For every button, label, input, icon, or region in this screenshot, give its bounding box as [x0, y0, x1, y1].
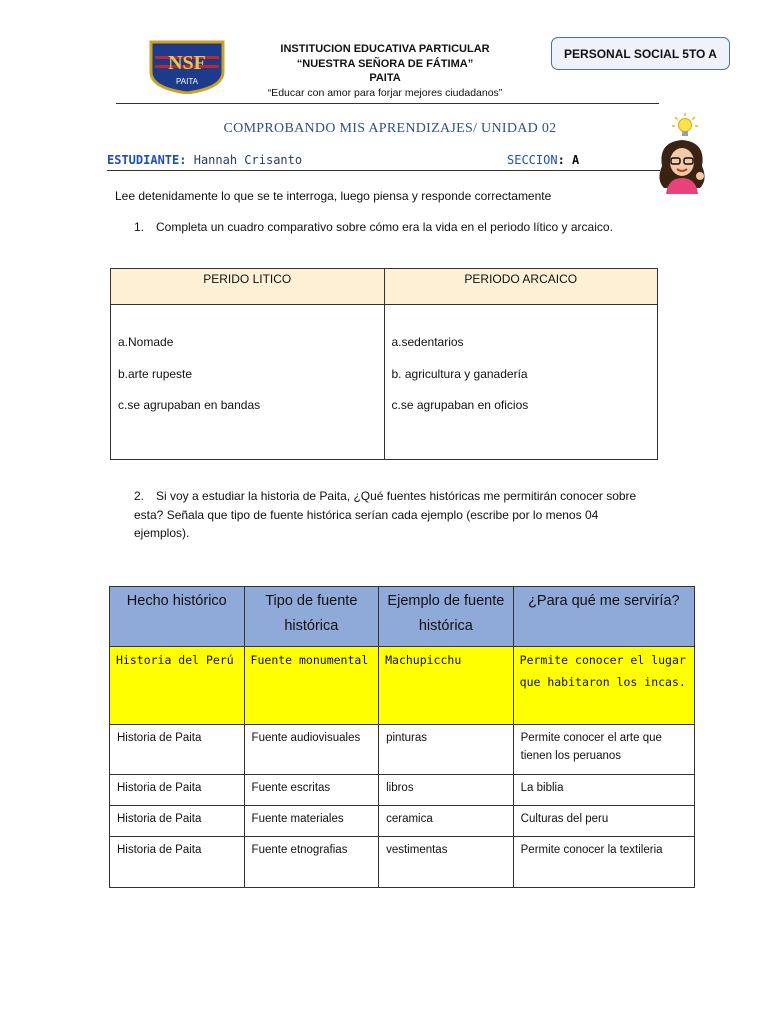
teacher-avatar — [652, 136, 712, 194]
table2-cell: ceramica — [379, 806, 514, 837]
section-label: SECCION — [507, 153, 558, 167]
table1-item: a.sedentarios — [391, 335, 464, 349]
header-divider — [116, 103, 659, 104]
table-row — [110, 837, 695, 888]
table2-cell: Historia del Perú — [110, 647, 245, 725]
student-name: Hannah Crisanto — [193, 153, 303, 167]
table2-cell: Fuente materiales — [244, 806, 379, 837]
table2-cell: Historia de Paita — [110, 837, 245, 888]
table2-cell: Fuente audiovisuales — [244, 725, 379, 775]
question-2 — [134, 487, 654, 543]
table2-cell: Culturas del peru — [513, 806, 694, 837]
question-1 — [134, 218, 634, 237]
table-row — [110, 775, 695, 806]
table2-cell: Fuente etnografias — [244, 837, 379, 888]
institution-line2: “NUESTRA SEÑORA DE FÁTIMA” — [296, 57, 474, 70]
table2-cell: Permite conocer el arte que tienen los peruanos — [513, 725, 694, 775]
table1-header-arcaico: PERIODO ARCAICO — [384, 269, 658, 305]
table2-header: Tipo de fuente histórica — [244, 587, 379, 647]
table2-cell: Permite conocer la textileria — [513, 837, 694, 888]
table2-cell: Fuente escritas — [244, 775, 379, 806]
table1-item: b.arte rupeste — [118, 366, 193, 381]
table1-item: c.se agrupaban en bandas — [118, 398, 261, 412]
motto: “Educar con amor para forjar mejores ciudadanos” — [267, 86, 503, 99]
question-1-text: Completa un cuadro comparativo sobre cómo era la vida en el periodo lítico y arcaico. — [156, 220, 613, 234]
table2-cell: Fuente monumental — [244, 647, 379, 725]
student-divider — [107, 170, 660, 171]
question-2-text: Si voy a estudiar la historia de Paita, ¿Qué fuentes históricas me permitirán conocer sobre esta? Señala que tipo de fuente histórica serían cada ejemplo (escribe por lo menos 04 ejemplos). — [134, 489, 637, 540]
table2-header: Ejemplo de fuente histórica — [379, 587, 514, 647]
school-logo — [147, 38, 227, 94]
table2-cell: pinturas — [379, 725, 514, 775]
question-1-number: 1. — [134, 220, 145, 234]
page-title: COMPROBANDO MIS APRENDIZAJES/ UNIDAD 02 — [223, 121, 557, 136]
table2-header: ¿Para qué me serviría? — [513, 587, 694, 647]
table1-item: c.se agrupaban en oficios — [391, 398, 529, 412]
section-line — [507, 153, 579, 167]
course-badge: PERSONAL SOCIAL 5TO A — [551, 37, 730, 70]
sources-table — [109, 586, 695, 888]
table2-cell: libros — [379, 775, 514, 806]
table-row — [110, 647, 695, 725]
institution-line1: INSTITUCION EDUCATIVA PARTICULAR — [280, 43, 490, 55]
institution-line3: PAITA — [369, 72, 401, 84]
instructions: Lee detenidamente lo que se te interroga, luego piensa y responde correctamente — [115, 189, 552, 203]
student-line — [107, 153, 302, 167]
table1-item: b. agricultura y ganadería — [391, 366, 528, 381]
comparison-table — [110, 268, 658, 460]
logo-text: NSF — [168, 52, 206, 74]
table1-cell-litico — [111, 305, 385, 460]
table2-cell: Historia de Paita — [110, 775, 245, 806]
table-row — [110, 806, 695, 837]
table2-cell: vestimentas — [379, 837, 514, 888]
table-row — [110, 725, 695, 775]
question-2-number: 2. — [134, 489, 145, 503]
table2-cell: Historia de Paita — [110, 725, 245, 775]
student-label: ESTUDIANTE: — [107, 153, 187, 167]
table2-header: Hecho histórico — [110, 587, 245, 647]
table2-cell: Historia de Paita — [110, 806, 245, 837]
table1-header-litico: PERIDO LITICO — [111, 269, 385, 305]
table1-item: a.Nomade — [118, 335, 174, 349]
logo-subtext: PAITA — [176, 77, 198, 86]
table2-cell: La biblia — [513, 775, 694, 806]
table2-cell: Machupicchu — [379, 647, 514, 725]
institution-header — [240, 42, 530, 100]
table2-cell: Permite conocer el lugar que habitaron los incas. — [513, 647, 694, 725]
section-value: : A — [557, 153, 580, 167]
table1-cell-arcaico — [384, 305, 658, 460]
